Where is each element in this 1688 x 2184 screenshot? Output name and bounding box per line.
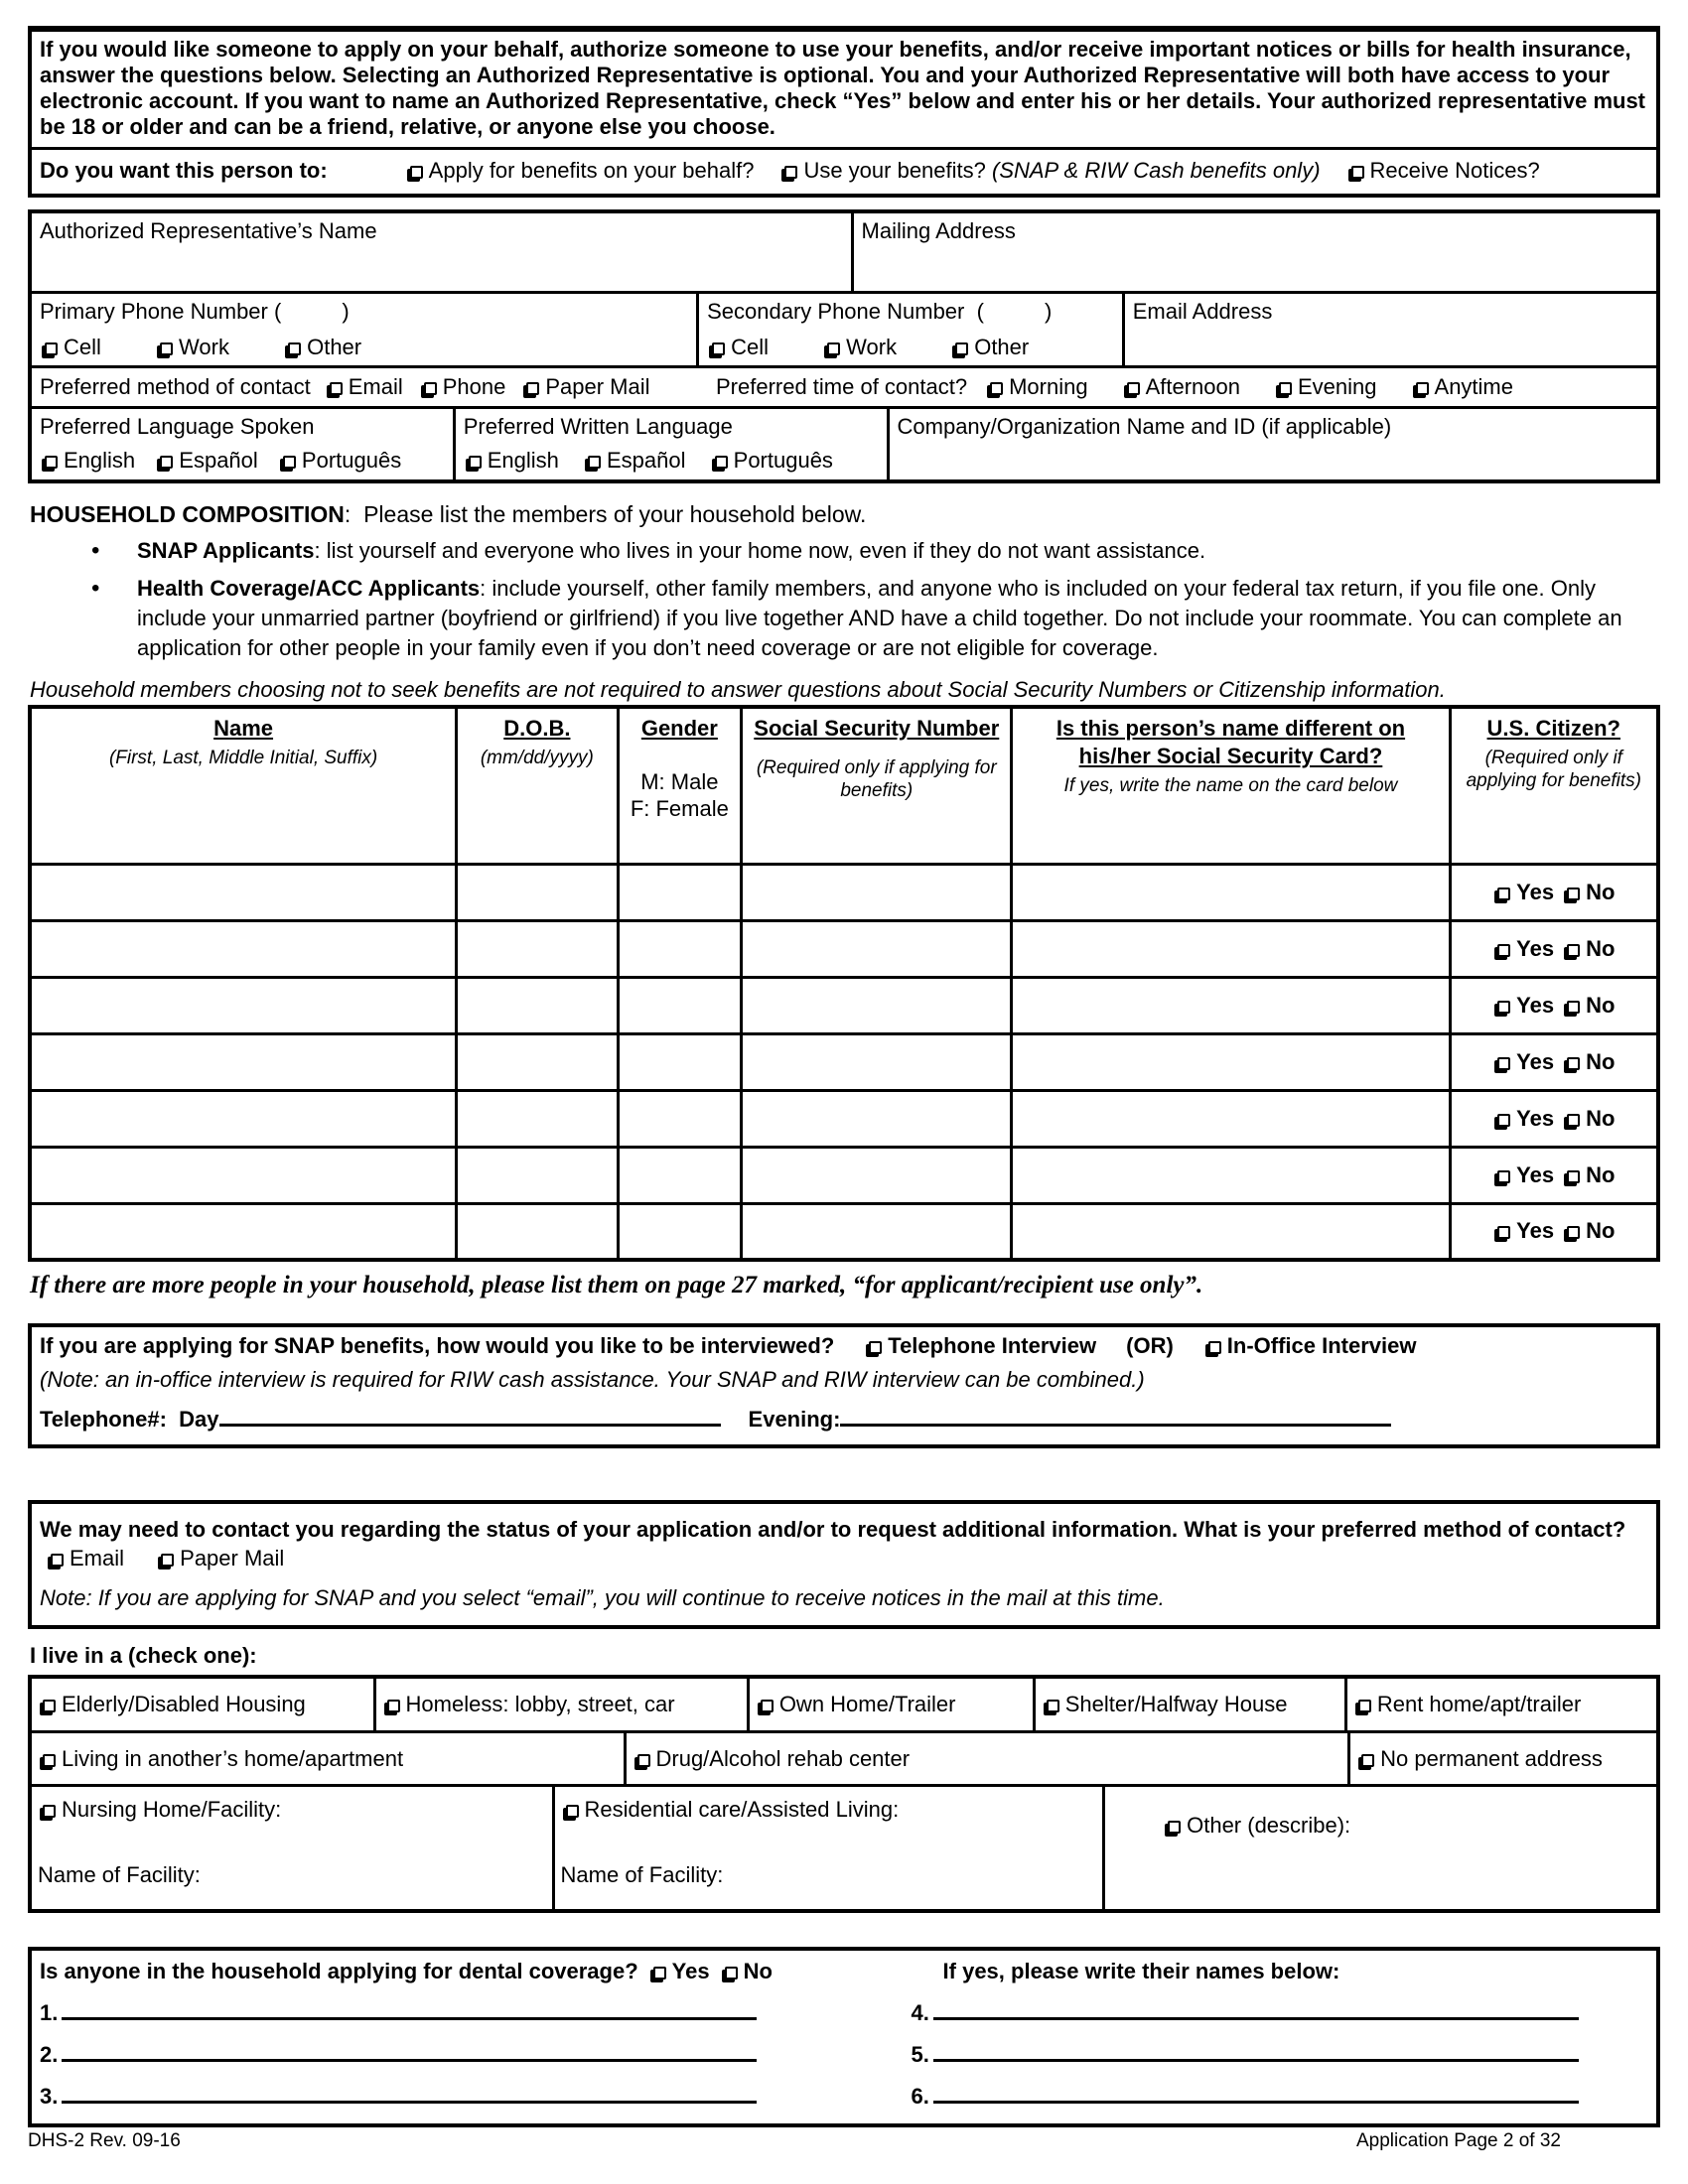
other-housing-checkbox-icon[interactable] xyxy=(1168,1821,1181,1834)
anothers-home-label: Living in another’s home/apartment xyxy=(62,1745,404,1771)
receive-notices-label: Receive Notices? xyxy=(1369,158,1540,183)
contact-time-label: Preferred time of contact? xyxy=(715,374,968,399)
pref-paper-mail-label: Paper Mail xyxy=(180,1546,285,1570)
ssn-optional-note: Household members choosing not to seek benefits are not required to answer questions about Social Security Numbers or Citizenship information. xyxy=(30,677,1446,702)
apply-on-behalf-option[interactable] xyxy=(405,158,755,184)
citizen-yes-checkbox-icon[interactable] xyxy=(1497,887,1510,900)
telephone-interview-label: Telephone Interview xyxy=(888,1333,1097,1358)
citizen-no-checkbox-icon[interactable] xyxy=(1567,887,1580,900)
use-benefits-checkbox-icon[interactable] xyxy=(784,166,797,179)
member-ssn-cell[interactable] xyxy=(742,1147,1012,1203)
email-label: Email xyxy=(348,374,403,399)
secondary-other-checkbox-icon[interactable] xyxy=(955,342,968,355)
time-evening-option[interactable] xyxy=(1274,374,1377,400)
page-footer xyxy=(28,2130,1660,2152)
elderly-housing-option[interactable] xyxy=(32,1679,373,1730)
written-espanol-option[interactable] xyxy=(583,448,686,474)
other-housing-label: Other (describe): xyxy=(1187,1813,1351,1838)
member-diff-name-cell[interactable] xyxy=(1012,920,1450,977)
bullet-icon: • xyxy=(91,575,100,602)
citizen-no-option[interactable] xyxy=(1562,936,1615,962)
dental-no-option[interactable] xyxy=(720,1959,773,1984)
nursing-home-label: Nursing Home/Facility: xyxy=(62,1797,282,1822)
dental-line-number: 5. xyxy=(911,2042,929,2067)
housing-heading: I live in a (check one): xyxy=(30,1643,257,1668)
member-dob-cell[interactable] xyxy=(457,920,618,977)
dental-line-number: 1. xyxy=(40,2000,59,2025)
spoken-portugues-checkbox-icon[interactable] xyxy=(283,456,296,469)
no-permanent-address-option[interactable] xyxy=(1347,1733,1656,1784)
no-label: No xyxy=(1586,1218,1616,1244)
member-name-cell[interactable] xyxy=(30,1203,457,1260)
member-gender-cell[interactable] xyxy=(618,1203,742,1260)
no-label: No xyxy=(1586,1105,1616,1131)
citizen-no-option[interactable] xyxy=(1562,1218,1615,1244)
member-dob-cell[interactable] xyxy=(457,977,618,1033)
housing-section xyxy=(28,1643,1660,1913)
bullet-icon: • xyxy=(91,537,100,564)
rep-phone-row xyxy=(32,291,1656,365)
member-ssn-cell[interactable] xyxy=(742,920,1012,977)
citizen-yes-option[interactable] xyxy=(1492,1218,1554,1244)
citizen-yes-checkbox-icon[interactable] xyxy=(1497,1057,1510,1070)
citizen-no-checkbox-icon[interactable] xyxy=(1567,1057,1580,1070)
no-permanent-address-label: No permanent address xyxy=(1380,1745,1603,1771)
housing-row-2 xyxy=(32,1730,1656,1784)
evening-label: Evening xyxy=(1298,374,1377,399)
page-number-label: Application Page 2 of 32 xyxy=(1356,2130,1561,2151)
snap-interview-note: (Note: an in-office interview is required for RIW cash assistance. Your SNAP and RIW interview can be combined.) xyxy=(40,1367,1145,1392)
primary-other-option[interactable] xyxy=(283,335,361,360)
rehab-center-label: Drug/Alcohol rehab center xyxy=(655,1745,911,1771)
written-english-checkbox-icon[interactable] xyxy=(469,456,482,469)
telephone-evening-label: Evening: xyxy=(748,1407,841,1432)
member-name-cell[interactable] xyxy=(30,920,457,977)
afternoon-label: Afternoon xyxy=(1145,374,1240,399)
dental-question: Is anyone in the household applying for dental coverage? xyxy=(40,1959,638,1983)
nursing-home-checkbox-icon[interactable] xyxy=(43,1805,56,1818)
espanol-label: Español xyxy=(179,448,258,473)
citizen-yes-checkbox-icon[interactable] xyxy=(1497,1170,1510,1183)
contact-method-row xyxy=(32,365,1656,406)
member-diff-name-cell[interactable] xyxy=(1012,1033,1450,1090)
elderly-housing-checkbox-icon[interactable] xyxy=(43,1700,56,1712)
member-diff-name-cell[interactable] xyxy=(1012,1147,1450,1203)
time-morning-checkbox-icon[interactable] xyxy=(990,382,1003,395)
citizen-yes-option[interactable] xyxy=(1492,880,1554,905)
primary-phone-label: Primary Phone Number ( ) xyxy=(40,299,350,324)
work-label: Work xyxy=(179,335,229,359)
facility-name-label: Name of Facility: xyxy=(38,1862,201,1887)
rehab-center-option[interactable] xyxy=(624,1733,1348,1784)
telephone-interview-checkbox-icon[interactable] xyxy=(869,1341,882,1354)
health-coverage-bullet xyxy=(91,574,1660,663)
secondary-cell-checkbox-icon[interactable] xyxy=(712,342,725,355)
citizen-yes-checkbox-icon[interactable] xyxy=(1497,944,1510,957)
shelter-label: Shelter/Halfway House xyxy=(1064,1692,1288,1716)
member-gender-cell[interactable] xyxy=(618,1090,742,1147)
member-citizen-cell xyxy=(1450,1033,1658,1090)
anytime-label: Anytime xyxy=(1434,374,1513,399)
dental-coverage-box xyxy=(28,1947,1660,2127)
yes-label: Yes xyxy=(1516,1218,1555,1244)
col-header-citizen: U.S. Citizen? (Required only if applying for benefits) xyxy=(1450,707,1658,864)
or-label: (OR) xyxy=(1126,1333,1174,1358)
household-table-row-7 xyxy=(30,1203,1658,1260)
secondary-phone-field[interactable] xyxy=(696,294,1122,365)
language-written-label: Preferred Written Language xyxy=(463,414,733,439)
shelter-option[interactable] xyxy=(1033,1679,1344,1730)
member-diff-name-cell[interactable] xyxy=(1012,977,1450,1033)
primary-other-checkbox-icon[interactable] xyxy=(288,342,301,355)
dental-line-number: 2. xyxy=(40,2042,59,2067)
snap-applicants-bullet xyxy=(91,536,1660,566)
nursing-facility-name-field[interactable] xyxy=(38,1862,548,1888)
other-housing-option[interactable] xyxy=(1102,1787,1656,1909)
household-table-row-3 xyxy=(30,977,1658,1033)
yes-label: Yes xyxy=(1516,1048,1555,1074)
dental-name-line-6[interactable] xyxy=(933,2080,1579,2104)
method-email-option[interactable] xyxy=(325,374,403,400)
member-name-cell[interactable] xyxy=(30,1033,457,1090)
dental-yes-checkbox-icon[interactable] xyxy=(653,1967,666,1979)
espanol-label: Español xyxy=(607,448,686,473)
residential-care-option[interactable] xyxy=(552,1787,1103,1909)
citizen-no-option[interactable] xyxy=(1562,1106,1615,1132)
dental-if-yes-label: If yes, please write their names below: xyxy=(942,1959,1340,1983)
homeless-label: Homeless: lobby, street, car xyxy=(405,1692,675,1716)
citizen-yes-option[interactable] xyxy=(1492,1106,1554,1132)
member-dob-cell[interactable] xyxy=(457,864,618,920)
cell-label: Cell xyxy=(64,335,101,359)
language-spoken-field xyxy=(32,409,453,479)
citizen-yes-option[interactable] xyxy=(1492,993,1554,1019)
english-label: English xyxy=(487,448,559,473)
member-gender-cell[interactable] xyxy=(618,977,742,1033)
snap-interview-box xyxy=(28,1323,1660,1448)
household-heading xyxy=(30,501,1660,528)
primary-work-checkbox-icon[interactable] xyxy=(160,342,173,355)
contact-method-cell xyxy=(32,368,1656,406)
written-portugues-option[interactable] xyxy=(710,448,833,474)
homeless-option[interactable] xyxy=(373,1679,747,1730)
nursing-home-option[interactable] xyxy=(32,1787,552,1909)
other-label: Other xyxy=(307,335,362,359)
household-heading-rest: : Please list the members of your household below. xyxy=(344,501,867,527)
member-name-cell[interactable] xyxy=(30,1147,457,1203)
apply-on-behalf-label: Apply for benefits on your behalf? xyxy=(428,158,755,183)
primary-cell-option[interactable] xyxy=(40,335,101,360)
snap-applicants-lead: SNAP Applicants xyxy=(137,538,315,563)
portugues-label: Português xyxy=(301,448,402,473)
contact-preference-question: We may need to contact you regarding the status of your application and/or to request additional information. What is your preferred method of contact? xyxy=(40,1517,1626,1542)
member-citizen-cell xyxy=(1450,1203,1658,1260)
email-address-label: Email Address xyxy=(1132,299,1273,324)
pref-email-checkbox-icon[interactable] xyxy=(51,1554,64,1567)
citizen-no-checkbox-icon[interactable] xyxy=(1567,1170,1580,1183)
in-office-interview-option[interactable] xyxy=(1203,1333,1417,1359)
auth-rep-intro-box xyxy=(28,26,1660,198)
spoken-espanol-option[interactable] xyxy=(155,448,258,474)
citizen-yes-option[interactable] xyxy=(1492,1049,1554,1075)
member-diff-name-cell[interactable] xyxy=(1012,1090,1450,1147)
dental-name-line-4[interactable] xyxy=(933,1996,1579,2020)
spoken-english-checkbox-icon[interactable] xyxy=(45,456,58,469)
no-permanent-address-checkbox-icon[interactable] xyxy=(1361,1754,1374,1767)
in-office-interview-label: In-Office Interview xyxy=(1226,1333,1417,1358)
citizen-no-checkbox-icon[interactable] xyxy=(1567,1001,1580,1014)
no-label: No xyxy=(1586,879,1616,904)
citizen-no-option[interactable] xyxy=(1562,880,1615,905)
household-table-row-4 xyxy=(30,1033,1658,1090)
evening-phone-line[interactable] xyxy=(840,1403,1391,1427)
time-anytime-checkbox-icon[interactable] xyxy=(1416,382,1429,395)
time-afternoon-checkbox-icon[interactable] xyxy=(1127,382,1140,395)
work-label: Work xyxy=(846,335,898,359)
own-home-label: Own Home/Trailer xyxy=(778,1692,956,1716)
member-name-cell[interactable] xyxy=(30,977,457,1033)
member-ssn-cell[interactable] xyxy=(742,1203,1012,1260)
cell-label: Cell xyxy=(731,335,770,359)
facility-name-label: Name of Facility: xyxy=(560,1862,724,1887)
member-gender-cell[interactable] xyxy=(618,1147,742,1203)
pref-paper-mail-checkbox-icon[interactable] xyxy=(161,1554,174,1567)
col-header-gender: Gender M: Male F: Female xyxy=(618,707,742,864)
written-portugues-checkbox-icon[interactable] xyxy=(715,456,728,469)
no-label: No xyxy=(1586,1048,1616,1074)
own-home-checkbox-icon[interactable] xyxy=(761,1700,774,1712)
dental-name-line-1[interactable] xyxy=(62,1996,757,2020)
yes-label: Yes xyxy=(1516,879,1555,904)
member-dob-cell[interactable] xyxy=(457,1147,618,1203)
member-gender-cell[interactable] xyxy=(618,920,742,977)
household-table-header-row xyxy=(30,707,1658,864)
language-spoken-label: Preferred Language Spoken xyxy=(40,414,315,439)
more-people-note: If there are more people in your household, please list them on page 27 marked, “for applicant/recipient use only”. xyxy=(30,1272,1203,1298)
spoken-english-option[interactable] xyxy=(40,448,135,474)
member-ssn-cell[interactable] xyxy=(742,864,1012,920)
member-dob-cell[interactable] xyxy=(457,1203,618,1260)
health-coverage-text: : include yourself, other family members, and anyone who is included on your federal tax return, if you file one. Only include your unmarried partner (boyfriend or girlfriend) if you live together AND have a child together. Do not include your roommate. You can complete an application for other people in your family even if you don’t need coverage or are not eligible for coverage. xyxy=(137,576,1622,660)
auth-rep-intro-text: If you would like someone to apply on your behalf, authorize someone to use your benefits, and/or receive important notices or bills for health insurance, answer the questions below. Selecting an Authorized Representative is optional. You and your Authorized Representative will both have access to your electronic account. If you want to name an Authorized Representative, check “Yes” below and enter his or her details. Your authorized representative must be 18 or older and can be a friend, relative, or anyone else you choose. xyxy=(40,37,1646,139)
health-coverage-lead: Health Coverage/ACC Applicants xyxy=(137,576,481,601)
member-diff-name-cell[interactable] xyxy=(1012,864,1450,920)
secondary-other-option[interactable] xyxy=(950,335,1029,360)
dental-line-number: 4. xyxy=(911,2000,929,2025)
pref-email-option[interactable] xyxy=(46,1546,124,1571)
time-anytime-option[interactable] xyxy=(1411,374,1513,400)
col-header-name: Name (First, Last, Middle Initial, Suffix) xyxy=(30,707,457,864)
household-table-row-2 xyxy=(30,920,1658,977)
mailing-address-label: Mailing Address xyxy=(861,218,1016,243)
rep-name-row xyxy=(32,213,1656,291)
contact-preference-box xyxy=(28,1500,1660,1629)
snap-interview-question: If you are applying for SNAP benefits, how would you like to be interviewed? xyxy=(40,1333,835,1358)
citizen-no-checkbox-icon[interactable] xyxy=(1567,944,1580,957)
own-home-option[interactable] xyxy=(747,1679,1033,1730)
written-espanol-checkbox-icon[interactable] xyxy=(588,456,601,469)
member-name-cell[interactable] xyxy=(30,1090,457,1147)
citizen-yes-checkbox-icon[interactable] xyxy=(1497,1114,1510,1127)
col-header-diff-name: Is this person’s name different on his/her Social Security Card? If yes, write the name on the card below xyxy=(1012,707,1450,864)
yes-label: Yes xyxy=(1516,1161,1555,1187)
no-label: No xyxy=(1586,992,1616,1018)
rent-home-checkbox-icon[interactable] xyxy=(1358,1700,1371,1712)
citizen-yes-checkbox-icon[interactable] xyxy=(1497,1001,1510,1014)
citizen-yes-option[interactable] xyxy=(1492,1162,1554,1188)
use-benefits-note: (SNAP & RIW Cash benefits only) xyxy=(992,158,1321,183)
member-gender-cell[interactable] xyxy=(618,864,742,920)
member-diff-name-cell[interactable] xyxy=(1012,1203,1450,1260)
citizen-yes-checkbox-icon[interactable] xyxy=(1497,1226,1510,1239)
no-label: No xyxy=(1586,1161,1616,1187)
primary-cell-checkbox-icon[interactable] xyxy=(45,342,58,355)
secondary-work-option[interactable] xyxy=(822,335,897,360)
citizen-no-option[interactable] xyxy=(1562,1162,1615,1188)
spoken-portugues-option[interactable] xyxy=(278,448,401,474)
language-row xyxy=(32,406,1656,479)
mailing-address-field[interactable] xyxy=(851,213,1656,291)
auth-rep-details-table xyxy=(28,209,1660,483)
yes-label: Yes xyxy=(1516,935,1555,961)
apply-on-behalf-checkbox-icon[interactable] xyxy=(410,166,423,179)
citizen-no-option[interactable] xyxy=(1562,1049,1615,1075)
citizen-no-option[interactable] xyxy=(1562,993,1615,1019)
pref-paper-mail-option[interactable] xyxy=(156,1546,284,1571)
snap-applicants-text: : list yourself and everyone who lives in your home now, even if they do not want assistance. xyxy=(314,538,1206,563)
auth-rep-question-row xyxy=(32,147,1656,194)
member-dob-cell[interactable] xyxy=(457,1033,618,1090)
portugues-label: Português xyxy=(733,448,833,473)
method-paper-mail-option[interactable] xyxy=(521,374,649,400)
secondary-cell-option[interactable] xyxy=(707,335,769,360)
time-evening-checkbox-icon[interactable] xyxy=(1279,382,1292,395)
yes-label: Yes xyxy=(671,1959,710,1983)
household-heading-title: HOUSEHOLD COMPOSITION xyxy=(30,501,345,527)
email-address-field[interactable] xyxy=(1122,294,1656,365)
member-ssn-cell[interactable] xyxy=(742,977,1012,1033)
receive-notices-checkbox-icon[interactable] xyxy=(1351,166,1364,179)
household-table-row-5 xyxy=(30,1090,1658,1147)
homeless-checkbox-icon[interactable] xyxy=(387,1700,400,1712)
contact-preference-note: Note: If you are applying for SNAP and you select “email”, you will continue to receive notices in the mail at this time. xyxy=(40,1585,1165,1610)
housing-row-3 xyxy=(32,1784,1656,1909)
household-bullets xyxy=(91,536,1660,663)
residential-facility-name-field[interactable] xyxy=(561,1862,1099,1888)
citizen-no-checkbox-icon[interactable] xyxy=(1567,1226,1580,1239)
spoken-espanol-checkbox-icon[interactable] xyxy=(160,456,173,469)
residential-care-checkbox-icon[interactable] xyxy=(566,1805,579,1818)
english-label: English xyxy=(64,448,136,473)
primary-phone-field[interactable] xyxy=(32,294,696,365)
elderly-housing-label: Elderly/Disabled Housing xyxy=(62,1692,306,1716)
method-phone-checkbox-icon[interactable] xyxy=(424,382,437,395)
member-ssn-cell[interactable] xyxy=(742,1033,1012,1090)
rep-name-field[interactable] xyxy=(32,213,851,291)
method-email-checkbox-icon[interactable] xyxy=(330,382,343,395)
telephone-day-label: Telephone#: Day xyxy=(40,1407,219,1432)
anothers-home-checkbox-icon[interactable] xyxy=(43,1754,56,1767)
in-office-interview-checkbox-icon[interactable] xyxy=(1208,1341,1221,1354)
rent-home-label: Rent home/apt/trailer xyxy=(1376,1692,1582,1716)
no-label: No xyxy=(1586,935,1616,961)
secondary-phone-label: Secondary Phone Number ( ) xyxy=(707,299,1053,324)
secondary-work-checkbox-icon[interactable] xyxy=(827,342,840,355)
written-english-option[interactable] xyxy=(464,448,559,474)
rent-home-option[interactable] xyxy=(1344,1679,1656,1730)
company-field[interactable] xyxy=(887,409,1656,479)
residential-care-label: Residential care/Assisted Living: xyxy=(584,1797,900,1822)
method-phone-option[interactable] xyxy=(419,374,506,400)
dental-line-number: 6. xyxy=(911,2084,929,2109)
member-citizen-cell xyxy=(1450,1090,1658,1147)
method-paper-mail-checkbox-icon[interactable] xyxy=(526,382,539,395)
time-morning-option[interactable] xyxy=(985,374,1087,400)
morning-label: Morning xyxy=(1009,374,1088,399)
time-afternoon-option[interactable] xyxy=(1122,374,1240,400)
form-revision-label: DHS-2 Rev. 09-16 xyxy=(28,2130,181,2151)
dental-name-line-5[interactable] xyxy=(933,2038,1579,2062)
rep-name-label: Authorized Representative’s Name xyxy=(40,218,377,243)
dental-name-line-3[interactable] xyxy=(62,2080,757,2104)
dental-no-checkbox-icon[interactable] xyxy=(725,1967,738,1979)
language-written-field xyxy=(453,409,887,479)
member-citizen-cell xyxy=(1450,977,1658,1033)
other-label: Other xyxy=(974,335,1030,359)
anothers-home-option[interactable] xyxy=(32,1733,624,1784)
yes-label: Yes xyxy=(1516,1105,1555,1131)
rehab-center-checkbox-icon[interactable] xyxy=(637,1754,650,1767)
housing-row-1 xyxy=(32,1679,1656,1730)
dental-name-line-2[interactable] xyxy=(62,2038,757,2062)
shelter-checkbox-icon[interactable] xyxy=(1047,1700,1059,1712)
no-label: No xyxy=(743,1959,773,1983)
citizen-no-checkbox-icon[interactable] xyxy=(1567,1114,1580,1127)
household-composition-section xyxy=(28,501,1660,1299)
question-label: Do you want this person to: xyxy=(40,158,328,183)
dental-line-number: 3. xyxy=(40,2084,59,2109)
member-citizen-cell xyxy=(1450,920,1658,977)
household-table-row-6 xyxy=(30,1147,1658,1203)
member-citizen-cell xyxy=(1450,1147,1658,1203)
company-label: Company/Organization Name and ID (if applicable) xyxy=(897,414,1392,439)
member-gender-cell[interactable] xyxy=(618,1033,742,1090)
receive-notices-option[interactable] xyxy=(1346,158,1540,184)
contact-method-label: Preferred method of contact xyxy=(40,374,311,399)
housing-table xyxy=(28,1675,1660,1913)
use-benefits-option[interactable] xyxy=(779,158,1320,184)
member-dob-cell[interactable] xyxy=(457,1090,618,1147)
pref-email-label: Email xyxy=(70,1546,125,1570)
paper-mail-label: Paper Mail xyxy=(545,374,650,399)
yes-label: Yes xyxy=(1516,992,1555,1018)
col-header-dob: D.O.B. (mm/dd/yyyy) xyxy=(457,707,618,864)
day-phone-line[interactable] xyxy=(219,1403,721,1427)
household-table xyxy=(28,705,1660,1262)
phone-label: Phone xyxy=(442,374,506,399)
member-name-cell[interactable] xyxy=(30,864,457,920)
household-table-row-1 xyxy=(30,864,1658,920)
citizen-yes-option[interactable] xyxy=(1492,936,1554,962)
primary-work-option[interactable] xyxy=(155,335,229,360)
member-ssn-cell[interactable] xyxy=(742,1090,1012,1147)
member-citizen-cell xyxy=(1450,864,1658,920)
use-benefits-label: Use your benefits? xyxy=(803,158,986,183)
telephone-interview-option[interactable] xyxy=(864,1333,1096,1359)
dental-yes-option[interactable] xyxy=(648,1959,710,1984)
col-header-ssn: Social Security Number (Required only if applying for benefits) xyxy=(742,707,1012,864)
